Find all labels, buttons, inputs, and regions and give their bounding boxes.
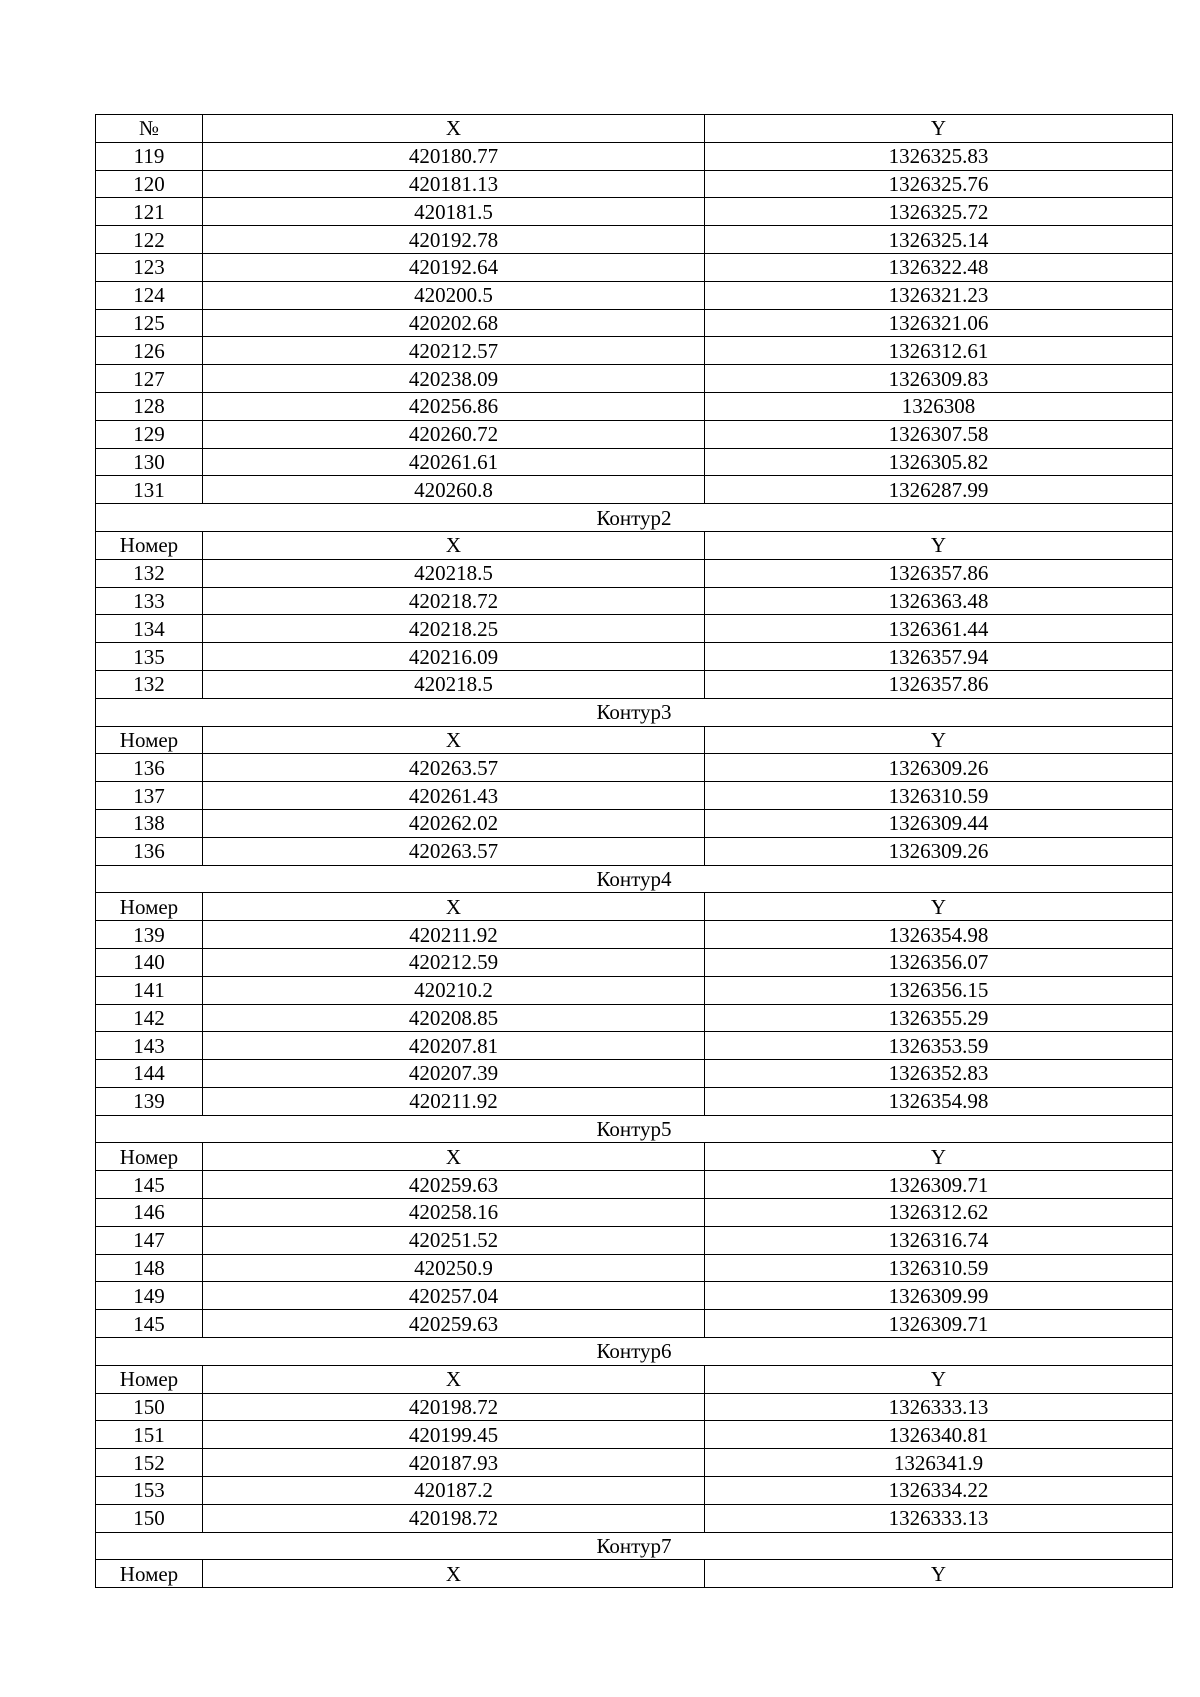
table-row [96,1032,1173,1060]
table-row [96,1393,1173,1421]
y-coordinate-cell: Y [705,1560,1173,1588]
table-row [96,643,1173,671]
x-coordinate-cell: 420261.43 [203,782,705,810]
point-number-cell: 147 [96,1226,203,1254]
x-coordinate-cell: 420238.09 [203,365,705,393]
y-coordinate-cell: 1326355.29 [705,1004,1173,1032]
y-coordinate-cell: 1326309.99 [705,1282,1173,1310]
header-x-cell: X [203,115,705,143]
y-coordinate-cell: 1326309.26 [705,754,1173,782]
point-number-cell: 145 [96,1171,203,1199]
point-number-cell: 127 [96,365,203,393]
point-number-cell: 126 [96,337,203,365]
x-coordinate-cell: 420263.57 [203,837,705,865]
y-coordinate-cell: 1326340.81 [705,1421,1173,1449]
point-number-cell: 123 [96,253,203,281]
point-number-cell: Номер [96,1143,203,1171]
y-coordinate-cell: 1326356.07 [705,948,1173,976]
table-row [96,1087,1173,1115]
table-row [96,365,1173,393]
point-number-cell: 132 [96,670,203,698]
x-coordinate-cell: 420216.09 [203,643,705,671]
x-coordinate-cell: 420211.92 [203,1087,705,1115]
contour-title-row [96,504,1173,532]
point-number-cell: 144 [96,1060,203,1088]
contour-header-row [96,1365,1173,1393]
coordinates-table [95,114,1173,1588]
x-coordinate-cell: 420263.57 [203,754,705,782]
table-row [96,615,1173,643]
point-number-cell: 135 [96,643,203,671]
point-number-cell: 148 [96,1254,203,1282]
point-number-cell: 124 [96,281,203,309]
y-coordinate-cell: 1326325.83 [705,142,1173,170]
point-number-cell: 136 [96,754,203,782]
y-coordinate-cell: Y [705,1365,1173,1393]
point-number-cell: 121 [96,198,203,226]
coordinates-table-body [96,115,1173,1588]
table-row [96,1254,1173,1282]
table-row [96,198,1173,226]
y-coordinate-cell: 1326309.26 [705,837,1173,865]
contour-header-row [96,726,1173,754]
x-coordinate-cell: X [203,1560,705,1588]
header-y-cell: Y [705,115,1173,143]
y-coordinate-cell: 1326354.98 [705,1087,1173,1115]
x-coordinate-cell: 420198.72 [203,1393,705,1421]
x-coordinate-cell: 420181.5 [203,198,705,226]
y-coordinate-cell: 1326356.15 [705,976,1173,1004]
point-number-cell: 139 [96,921,203,949]
table-row [96,1004,1173,1032]
x-coordinate-cell: 420257.04 [203,1282,705,1310]
y-coordinate-cell: 1326312.62 [705,1199,1173,1227]
y-coordinate-cell: Y [705,531,1173,559]
point-number-cell: 125 [96,309,203,337]
point-number-cell: 139 [96,1087,203,1115]
table-header-row [96,115,1173,143]
x-coordinate-cell: X [203,531,705,559]
point-number-cell: 150 [96,1393,203,1421]
x-coordinate-cell: 420181.13 [203,170,705,198]
y-coordinate-cell: 1326352.83 [705,1060,1173,1088]
x-coordinate-cell: 420210.2 [203,976,705,1004]
x-coordinate-cell: 420212.57 [203,337,705,365]
table-row [96,587,1173,615]
table-row [96,809,1173,837]
point-number-cell: 141 [96,976,203,1004]
y-coordinate-cell: 1326309.44 [705,809,1173,837]
point-number-cell: 136 [96,837,203,865]
x-coordinate-cell: 420187.2 [203,1477,705,1505]
y-coordinate-cell: 1326308 [705,392,1173,420]
contour-title: Контур4 [96,865,1173,893]
table-row [96,1504,1173,1532]
x-coordinate-cell: 420262.02 [203,809,705,837]
table-row [96,1310,1173,1338]
y-coordinate-cell: 1326325.72 [705,198,1173,226]
table-row [96,253,1173,281]
x-coordinate-cell: 420208.85 [203,1004,705,1032]
contour-title: Контур7 [96,1532,1173,1560]
table-row [96,170,1173,198]
x-coordinate-cell: 420260.72 [203,420,705,448]
table-row [96,670,1173,698]
table-row [96,309,1173,337]
table-row [96,559,1173,587]
contour-title: Контур6 [96,1338,1173,1366]
point-number-cell: Номер [96,726,203,754]
y-coordinate-cell: 1326357.86 [705,670,1173,698]
x-coordinate-cell: X [203,726,705,754]
x-coordinate-cell: 420187.93 [203,1449,705,1477]
x-coordinate-cell: 420198.72 [203,1504,705,1532]
contour-header-row [96,1560,1173,1588]
point-number-cell: 142 [96,1004,203,1032]
table-row [96,281,1173,309]
table-row [96,337,1173,365]
point-number-cell: 150 [96,1504,203,1532]
y-coordinate-cell: Y [705,893,1173,921]
contour-title-row [96,698,1173,726]
point-number-cell: 131 [96,476,203,504]
y-coordinate-cell: 1326361.44 [705,615,1173,643]
x-coordinate-cell: 420256.86 [203,392,705,420]
x-coordinate-cell: X [203,1365,705,1393]
point-number-cell: Номер [96,893,203,921]
point-number-cell: 145 [96,1310,203,1338]
x-coordinate-cell: 420202.68 [203,309,705,337]
y-coordinate-cell: 1326307.58 [705,420,1173,448]
x-coordinate-cell: 420250.9 [203,1254,705,1282]
x-coordinate-cell: 420180.77 [203,142,705,170]
table-row [96,1477,1173,1505]
x-coordinate-cell: 420207.81 [203,1032,705,1060]
table-row [96,1199,1173,1227]
table-row [96,976,1173,1004]
y-coordinate-cell: 1326333.13 [705,1504,1173,1532]
y-coordinate-cell: 1326333.13 [705,1393,1173,1421]
y-coordinate-cell: 1326305.82 [705,448,1173,476]
x-coordinate-cell: X [203,893,705,921]
x-coordinate-cell: X [203,1143,705,1171]
y-coordinate-cell: 1326334.22 [705,1477,1173,1505]
y-coordinate-cell: 1326321.23 [705,281,1173,309]
table-row [96,837,1173,865]
point-number-cell: 149 [96,1282,203,1310]
y-coordinate-cell: 1326357.94 [705,643,1173,671]
y-coordinate-cell: 1326357.86 [705,559,1173,587]
header-num-cell: № [96,115,203,143]
contour-title-row [96,1338,1173,1366]
x-coordinate-cell: 420218.5 [203,559,705,587]
point-number-cell: 119 [96,142,203,170]
contour-header-row [96,1143,1173,1171]
y-coordinate-cell: 1326309.71 [705,1171,1173,1199]
y-coordinate-cell: 1326354.98 [705,921,1173,949]
y-coordinate-cell: 1326310.59 [705,782,1173,810]
y-coordinate-cell: 1326325.14 [705,226,1173,254]
x-coordinate-cell: 420259.63 [203,1171,705,1199]
point-number-cell: Номер [96,1560,203,1588]
point-number-cell: 132 [96,559,203,587]
point-number-cell: 146 [96,1199,203,1227]
y-coordinate-cell: 1326316.74 [705,1226,1173,1254]
point-number-cell: 151 [96,1421,203,1449]
x-coordinate-cell: 420192.64 [203,253,705,281]
table-row [96,1421,1173,1449]
point-number-cell: 128 [96,392,203,420]
table-row [96,948,1173,976]
table-row [96,1060,1173,1088]
x-coordinate-cell: 420199.45 [203,1421,705,1449]
point-number-cell: 133 [96,587,203,615]
y-coordinate-cell: Y [705,726,1173,754]
point-number-cell: 153 [96,1477,203,1505]
table-row [96,476,1173,504]
x-coordinate-cell: 420260.8 [203,476,705,504]
table-row [96,1282,1173,1310]
y-coordinate-cell: 1326312.61 [705,337,1173,365]
point-number-cell: Номер [96,531,203,559]
x-coordinate-cell: 420251.52 [203,1226,705,1254]
table-row [96,1449,1173,1477]
table-row [96,782,1173,810]
x-coordinate-cell: 420218.25 [203,615,705,643]
x-coordinate-cell: 420200.5 [203,281,705,309]
x-coordinate-cell: 420261.61 [203,448,705,476]
point-number-cell: 152 [96,1449,203,1477]
table-row [96,448,1173,476]
point-number-cell: 120 [96,170,203,198]
contour-title: Контур2 [96,504,1173,532]
x-coordinate-cell: 420207.39 [203,1060,705,1088]
contour-header-row [96,893,1173,921]
table-row [96,226,1173,254]
y-coordinate-cell: 1326287.99 [705,476,1173,504]
contour-title-row [96,1115,1173,1143]
point-number-cell: 138 [96,809,203,837]
point-number-cell: Номер [96,1365,203,1393]
y-coordinate-cell: 1326325.76 [705,170,1173,198]
table-row [96,392,1173,420]
y-coordinate-cell: 1326322.48 [705,253,1173,281]
x-coordinate-cell: 420211.92 [203,921,705,949]
y-coordinate-cell: 1326321.06 [705,309,1173,337]
y-coordinate-cell: 1326353.59 [705,1032,1173,1060]
y-coordinate-cell: 1326310.59 [705,1254,1173,1282]
contour-title: Контур5 [96,1115,1173,1143]
x-coordinate-cell: 420212.59 [203,948,705,976]
point-number-cell: 129 [96,420,203,448]
contour-title-row [96,1532,1173,1560]
x-coordinate-cell: 420218.5 [203,670,705,698]
table-row [96,142,1173,170]
table-row [96,754,1173,782]
table-row [96,1226,1173,1254]
point-number-cell: 137 [96,782,203,810]
point-number-cell: 140 [96,948,203,976]
table-row [96,921,1173,949]
y-coordinate-cell: 1326363.48 [705,587,1173,615]
point-number-cell: 130 [96,448,203,476]
point-number-cell: 122 [96,226,203,254]
x-coordinate-cell: 420258.16 [203,1199,705,1227]
y-coordinate-cell: 1326341.9 [705,1449,1173,1477]
contour-title: Контур3 [96,698,1173,726]
point-number-cell: 134 [96,615,203,643]
table-row [96,420,1173,448]
table-row [96,1171,1173,1199]
contour-header-row [96,531,1173,559]
y-coordinate-cell: 1326309.71 [705,1310,1173,1338]
contour-title-row [96,865,1173,893]
x-coordinate-cell: 420192.78 [203,226,705,254]
y-coordinate-cell: 1326309.83 [705,365,1173,393]
x-coordinate-cell: 420218.72 [203,587,705,615]
point-number-cell: 143 [96,1032,203,1060]
y-coordinate-cell: Y [705,1143,1173,1171]
x-coordinate-cell: 420259.63 [203,1310,705,1338]
